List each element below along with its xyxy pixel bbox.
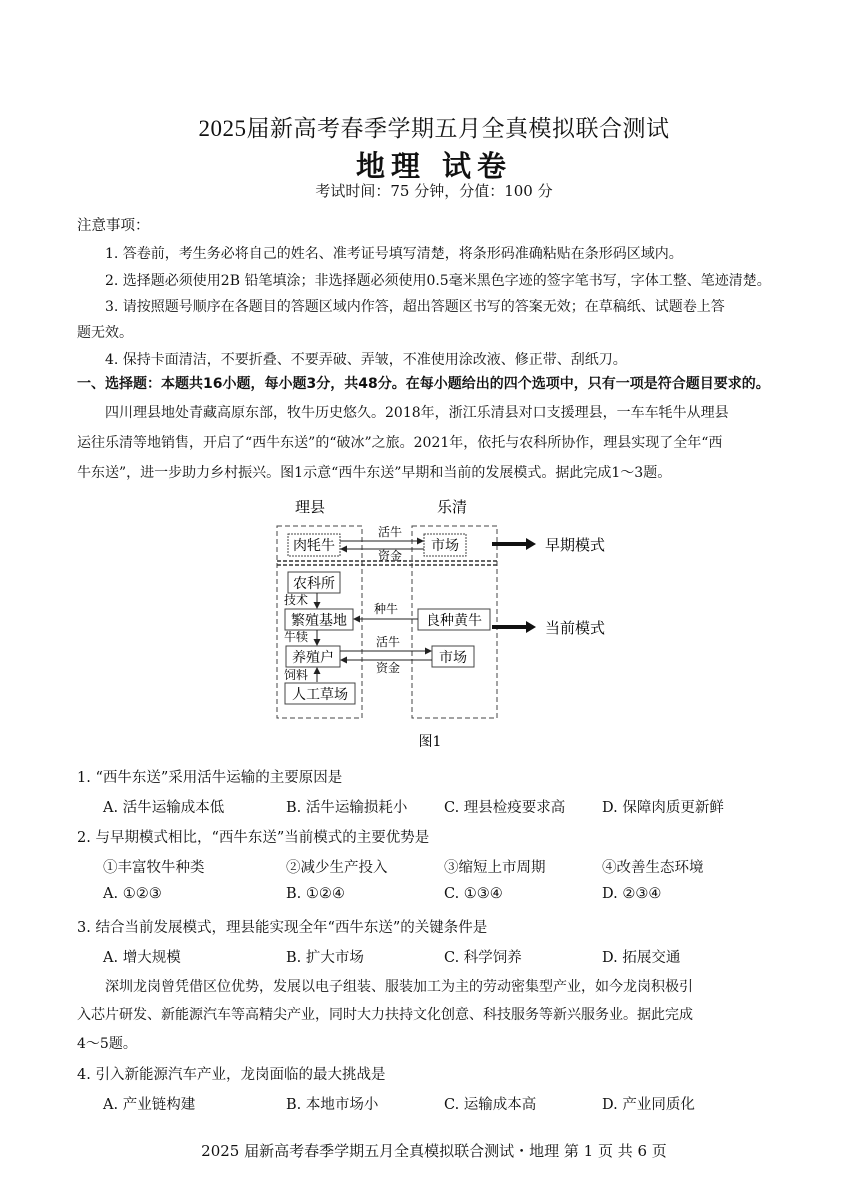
figure-1-diagram [270, 492, 630, 754]
notice-item-3-cont: 题无效。 [77, 325, 133, 341]
q2-choice-3: ③缩短上市周期 [444, 860, 546, 876]
label-fund-early: 资金 [377, 549, 403, 563]
col-label-lixian: 理县 [294, 498, 326, 516]
q4-stem: 4. 引入新能源汽车产业，龙岗面临的最大挑战是 [77, 1067, 386, 1083]
box-yellow-cattle-label: 良种黄牛 [426, 613, 482, 629]
label-calf: 牛犊 [284, 630, 309, 644]
q4-option-d[interactable]: D. 产业同质化 [602, 1097, 695, 1113]
subject-title: 地理 试卷 [355, 149, 513, 183]
q1-option-d[interactable]: D. 保障肉质更新鲜 [602, 800, 724, 816]
arrow-early-mode [492, 542, 526, 546]
box-breeding-base-label: 繁殖基地 [291, 613, 347, 629]
q4-option-c[interactable]: C. 运输成本高 [444, 1097, 537, 1113]
q2-choice-4: ④改善生态环境 [602, 860, 704, 876]
q1-option-c[interactable]: C. 理县检疫要求高 [444, 800, 566, 816]
label-early-mode: 早期模式 [545, 536, 606, 554]
notice-item-2: 2. 选择题必须使用2B 铅笔填涂；非选择题必须使用0.5毫米黑色字迹的签字笔书写，字体工整、笔迹清楚。 [105, 273, 771, 289]
q3-option-c[interactable]: C. 科学饲养 [444, 950, 522, 966]
q1-stem: 1. “西牛东送”采用活牛运输的主要原因是 [77, 770, 343, 786]
label-feed: 饲料 [284, 668, 309, 682]
box-market-current-label: 市场 [439, 650, 467, 666]
label-live-cattle-current: 活牛 [375, 635, 401, 649]
label-live-cattle-early: 活牛 [377, 525, 403, 539]
notice-item-4: 4. 保持卡面清洁，不要折叠、不要弄破、弄皱，不准使用涂改液、修正带、刮纸刀。 [105, 352, 627, 368]
q2-stem: 2. 与早期模式相比，“西牛东送”当前模式的主要优势是 [77, 830, 430, 846]
q1-option-b[interactable]: B. 活牛运输损耗小 [286, 800, 408, 816]
arrow-current-mode [492, 625, 526, 629]
label-current-mode: 当前模式 [545, 619, 606, 637]
q3-option-d[interactable]: D. 拓展交通 [602, 950, 681, 966]
box-meat-yak-label: 肉牦牛 [293, 538, 335, 554]
figure-caption: 图1 [418, 734, 442, 750]
exam-title: 2025届新高考春季学期五月全真模拟联合测试 [198, 116, 670, 141]
passage1-line-3: 牛东送”，进一步助力乡村振兴。图1示意“西牛东送”早期和当前的发展模式。据此完成1～3题。 [77, 465, 672, 481]
q4-option-b[interactable]: B. 本地市场小 [286, 1097, 379, 1113]
exam-meta: 考试时间：75 分钟，分值：100 分 [315, 182, 553, 200]
label-seed-cattle: 种牛 [373, 602, 399, 616]
q2-option-c[interactable]: C. ①③④ [444, 886, 503, 902]
q2-choice-1: ①丰富牧牛种类 [103, 860, 205, 876]
q2-option-b[interactable]: B. ①②④ [286, 886, 345, 902]
q2-choice-2: ②减少生产投入 [286, 860, 388, 876]
q2-option-a[interactable]: A. ①②③ [103, 886, 162, 902]
passage2-line-1: 深圳龙岗曾凭借区位优势，发展以电子组装、服装加工为主的劳动密集型产业，如今龙岗积极引 [105, 979, 693, 995]
box-farmer-label: 养殖户 [292, 650, 334, 666]
passage1-line-1: 四川理县地处青藏高原东部，牧牛历史悠久。2018年，浙江乐清县对口支援理县，一车车牦牛从理县 [105, 405, 729, 421]
label-tech: 技术 [284, 593, 309, 607]
label-fund-current: 资金 [375, 661, 401, 675]
box-market-early-label: 市场 [431, 538, 459, 554]
notice-item-1: 1. 答卷前，考生务必将自己的姓名、准考证号填写清楚，将条形码准确粘贴在条形码区域内。 [105, 246, 683, 262]
col-label-yueqing: 乐清 [436, 498, 468, 516]
q2-option-d[interactable]: D. ②③④ [602, 886, 662, 902]
box-grassland-label: 人工草场 [292, 687, 348, 703]
page-footer: 2025 届新高考春季学期五月全真模拟联合测试・地理 第 1 页 共 6 页 [201, 1142, 667, 1160]
q3-option-b[interactable]: B. 扩大市场 [286, 950, 364, 966]
passage1-line-2: 运往乐清等地销售，开启了“西牛东送”的“破冰”之旅。2021年，依托与农科所协作，理县实现了全年“西 [77, 435, 723, 451]
section-heading: 一、选择题：本题共16小题，每小题3分，共48分。在每小题给出的四个选项中，只有一项是符合题目要求的。 [77, 376, 770, 392]
box-nongke-label: 农科所 [293, 576, 335, 592]
passage2-line-2: 入芯片研发、新能源汽车等高精尖产业，同时大力扶持文化创意、科技服务等新兴服务业。据此完成 [77, 1007, 693, 1023]
notice-heading: 注意事项： [77, 218, 150, 234]
notice-item-3: 3. 请按照题号顺序在各题目的答题区域内作答，超出答题区书写的答案无效；在草稿纸、试题卷上答 [105, 299, 725, 315]
q3-option-a[interactable]: A. 增大规模 [103, 950, 181, 966]
q1-option-a[interactable]: A. 活牛运输成本低 [103, 800, 225, 816]
q3-stem: 3. 结合当前发展模式，理县能实现全年“西牛东送”的关键条件是 [77, 920, 488, 936]
passage2-line-3: 4～5题。 [77, 1036, 137, 1052]
q4-option-a[interactable]: A. 产业链构建 [103, 1097, 196, 1113]
